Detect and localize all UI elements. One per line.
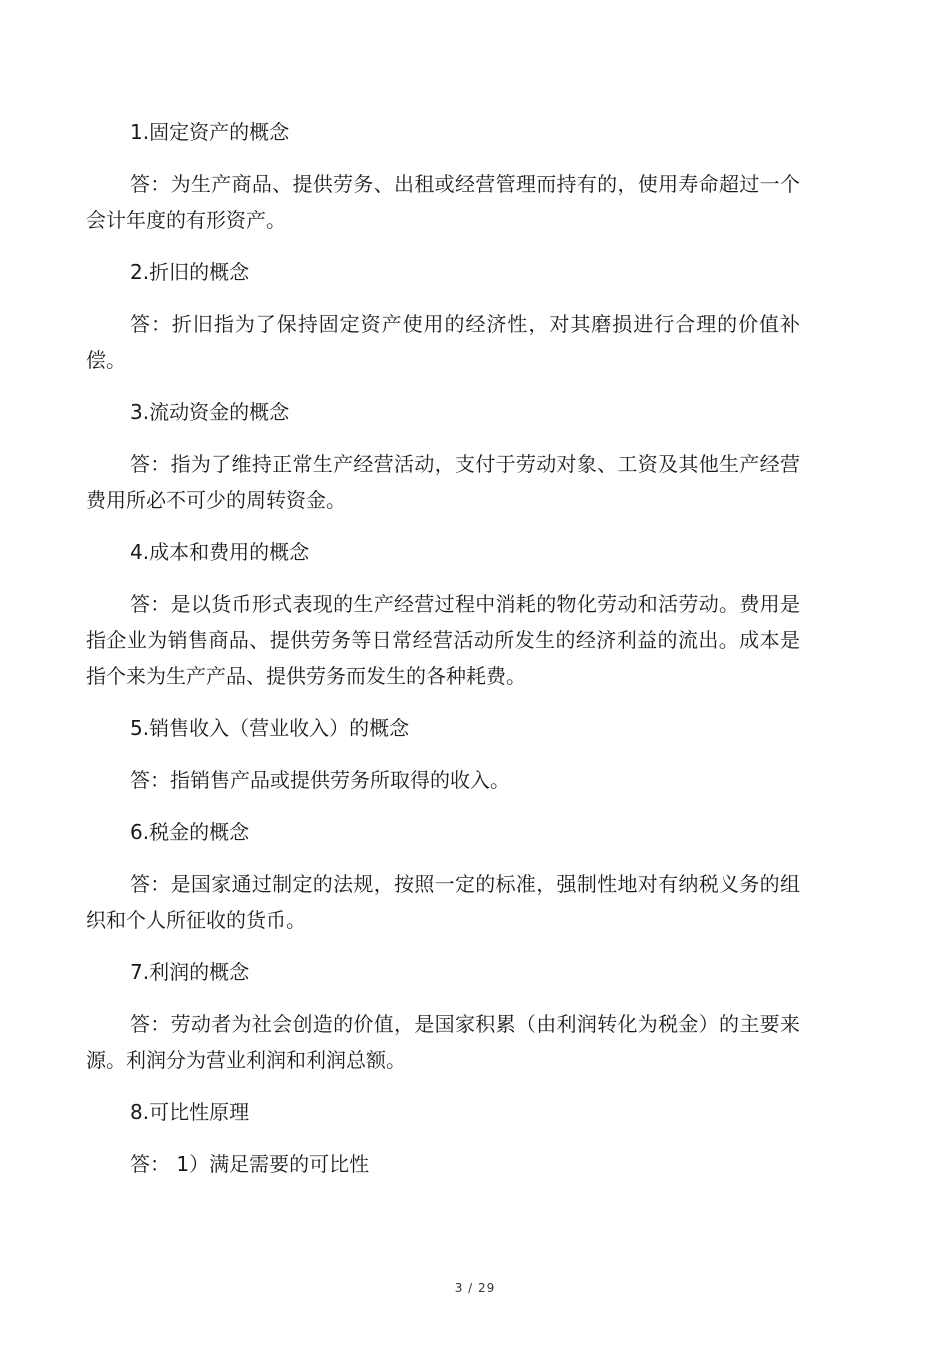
answer-text: 答：指销售产品或提供劳务所取得的收入。 xyxy=(130,768,510,792)
answer-text: 答：为生产商品、提供劳务、出租或经营管理而持有的，使用寿命超过一个会计年度的有形资产。 xyxy=(86,172,800,232)
question-heading: 2.折旧的概念 xyxy=(130,260,250,284)
question-heading: 8.可比性原理 xyxy=(130,1100,250,1124)
qa-item-7 xyxy=(86,954,800,1078)
page-number: 3 / 29 xyxy=(454,1281,496,1295)
answer-text: 答：是国家通过制定的法规，按照一定的标准，强制性地对有纳税义务的组织和个人所征收的货币。 xyxy=(86,872,800,932)
question-heading: 7.利润的概念 xyxy=(130,960,250,984)
qa-item-4 xyxy=(86,534,800,694)
question-heading: 6.税金的概念 xyxy=(130,820,250,844)
question-heading: 3.流动资金的概念 xyxy=(130,400,290,424)
qa-item-1 xyxy=(86,114,800,238)
answer-text: 答：是以货币形式表现的生产经营过程中消耗的物化劳动和活劳动。费用是指企业为销售商品、提供劳务等日常经营活动所发生的经济利益的流出。成本是指个来为生产产品、提供劳务而发生的各种耗费。 xyxy=(86,592,800,688)
question-heading: 4.成本和费用的概念 xyxy=(130,540,310,564)
question-heading: 5.销售收入（营业收入）的概念 xyxy=(130,716,410,740)
qa-item-2 xyxy=(86,254,800,378)
qa-item-3 xyxy=(86,394,800,518)
answer-text: 答：折旧指为了保持固定资产使用的经济性，对其磨损进行合理的价值补偿。 xyxy=(86,312,800,372)
answer-text: 答：劳动者为社会创造的价值，是国家积累（由利润转化为税金）的主要来源。利润分为营业利润和利润总额。 xyxy=(86,1012,800,1072)
document-body xyxy=(86,114,800,1198)
answer-text: 答： 1）满足需要的可比性 xyxy=(130,1152,370,1176)
qa-item-5 xyxy=(86,710,800,798)
question-heading: 1.固定资产的概念 xyxy=(130,120,290,144)
qa-item-8 xyxy=(86,1094,800,1182)
qa-item-6 xyxy=(86,814,800,938)
answer-text: 答：指为了维持正常生产经营活动，支付于劳动对象、工资及其他生产经营费用所必不可少的周转资金。 xyxy=(86,452,800,512)
